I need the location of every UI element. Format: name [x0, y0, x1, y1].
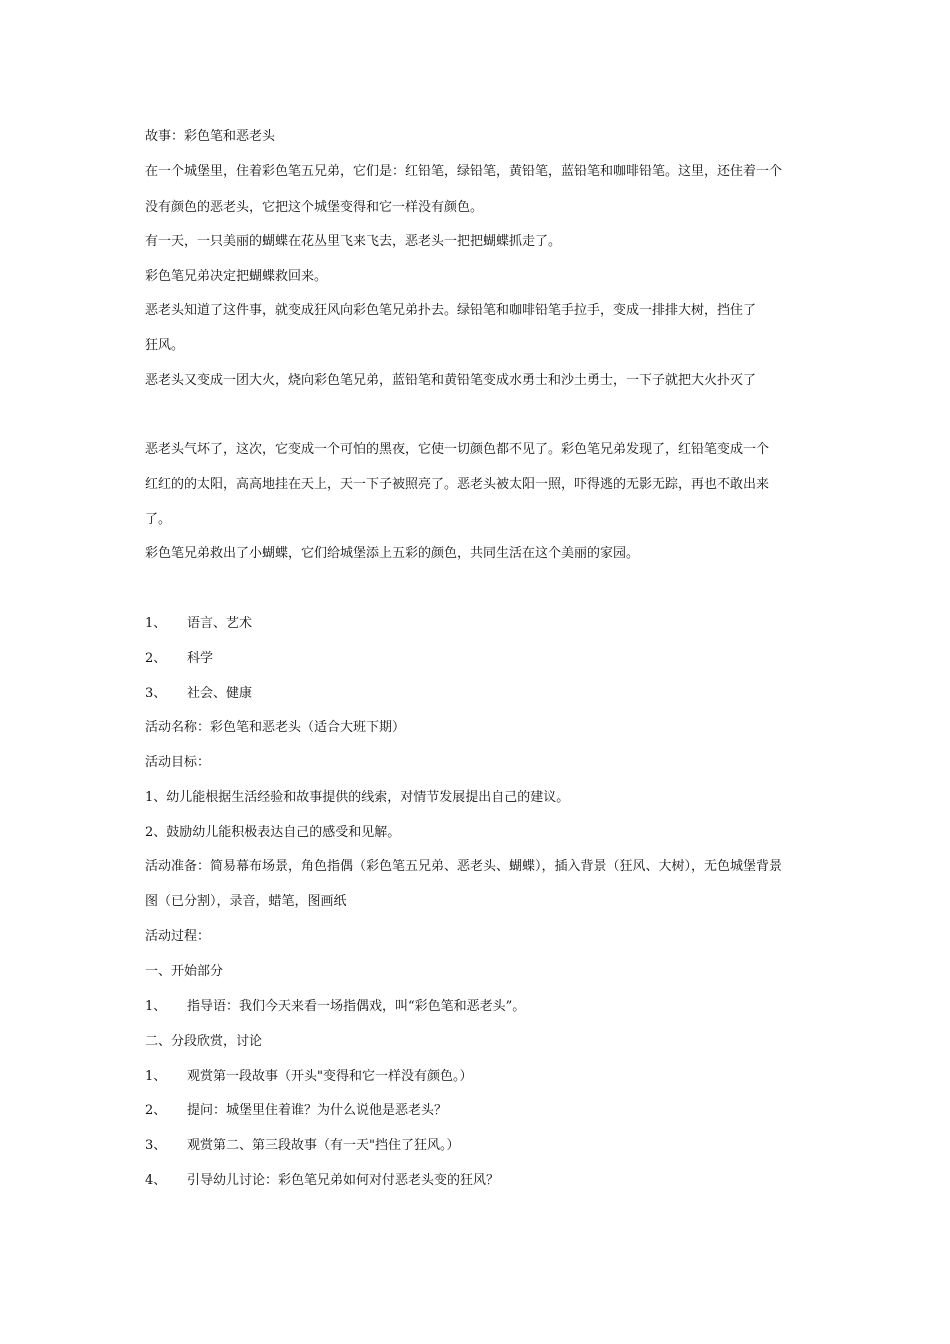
process-item-number: 4、: [145, 1173, 167, 1188]
domain-item-text: 社会、健康: [187, 686, 253, 701]
activity-goals-label: 活动目标：: [145, 755, 211, 770]
process-item-number: 1、: [145, 1069, 167, 1084]
process-item-number: 2、: [145, 1103, 167, 1118]
process-item-text: 引导幼儿讨论：彩色笔兄弟如何对付恶老头变的狂风？: [187, 1173, 500, 1188]
process-item-text: 指导语：我们今天来看一场指偶戏，叫“彩色笔和恶老头”。: [187, 999, 526, 1014]
domain-item-number: 3、: [145, 686, 167, 701]
activity-preparation-line-1: 活动准备：简易幕布场景，角色指偶（彩色笔五兄弟、恶老头、蝴蝶），插入背景（狂风、大树），无色城堡背景: [145, 859, 783, 874]
domain-item-number: 2、: [145, 651, 167, 666]
story-paragraph-5: 恶老头又变成一团大火，烧向彩色笔兄弟，蓝铅笔和黄铅笔变成水勇士和沙土勇士，一下子就把大火扑灭了: [145, 373, 757, 388]
process-item-text: 观赏第二、第三段故事（有一天"挡住了狂风。）: [187, 1138, 460, 1153]
activity-process-label: 活动过程：: [145, 929, 211, 944]
process-item-number: 3、: [145, 1138, 167, 1153]
process-item-text: 观赏第一段故事（开头"变得和它一样没有颜色。）: [187, 1069, 473, 1084]
process-item-text: 提问：城堡里住着谁？为什么说他是恶老头？: [187, 1103, 448, 1118]
activity-goal-2: 2、鼓励幼儿能积极表达自己的感受和见解。: [145, 825, 401, 840]
story-paragraph-1-line-2: 没有颜色的恶老头，它把这个城堡变得和它一样没有颜色。: [145, 200, 484, 215]
section-heading-discussion: 二、分段欣赏，讨论: [145, 1034, 263, 1049]
activity-goal-1: 1、幼儿能根据生活经验和故事提供的线索，对情节发展提出自己的建议。: [145, 790, 570, 805]
activity-name: 活动名称：彩色笔和恶老头（适合大班下期）: [145, 720, 406, 735]
story-paragraph-6-line-1: 恶老头气坏了，这次，它变成一个可怕的黑夜，它使一切颜色都不见了。彩色笔兄弟发现了，红铅笔变成一个: [145, 442, 770, 457]
story-paragraph-2: 有一天，一只美丽的蝴蝶在花丛里飞来飞去，恶老头一把把蝴蝶抓走了。: [145, 234, 562, 249]
story-title: 故事：彩色笔和恶老头: [145, 129, 276, 144]
section-heading-start: 一、开始部分: [145, 964, 224, 979]
story-paragraph-7: 彩色笔兄弟救出了小蝴蝶，它们给城堡添上五彩的颜色，共同生活在这个美丽的家园。: [145, 546, 640, 561]
domain-item-text: 科学: [187, 651, 214, 666]
domain-item-number: 1、: [145, 616, 167, 631]
story-paragraph-3: 彩色笔兄弟决定把蝴蝶救回来。: [145, 269, 328, 284]
story-paragraph-6-line-3: 了。: [145, 512, 172, 527]
story-paragraph-1-line-1: 在一个城堡里，住着彩色笔五兄弟，它们是：红铅笔，绿铅笔，黄铅笔，蓝铅笔和咖啡铅笔。这里，还住着一个: [145, 164, 783, 179]
story-paragraph-4-line-2: 狂风。: [145, 338, 185, 353]
domain-item-text: 语言、艺术: [187, 616, 253, 631]
story-paragraph-4-line-1: 恶老头知道了这件事，就变成狂风向彩色笔兄弟扑去。绿铅笔和咖啡铅笔手拉手，变成一排排大树，挡住了: [145, 303, 757, 318]
story-paragraph-6-line-2: 红红的的太阳，高高地挂在天上，天一下子被照亮了。恶老头被太阳一照，吓得逃的无影无踪，再也不敢出来: [145, 477, 770, 492]
process-item-number: 1、: [145, 999, 167, 1014]
activity-preparation-line-2: 图（已分割），录音，蜡笔，图画纸: [145, 894, 347, 909]
